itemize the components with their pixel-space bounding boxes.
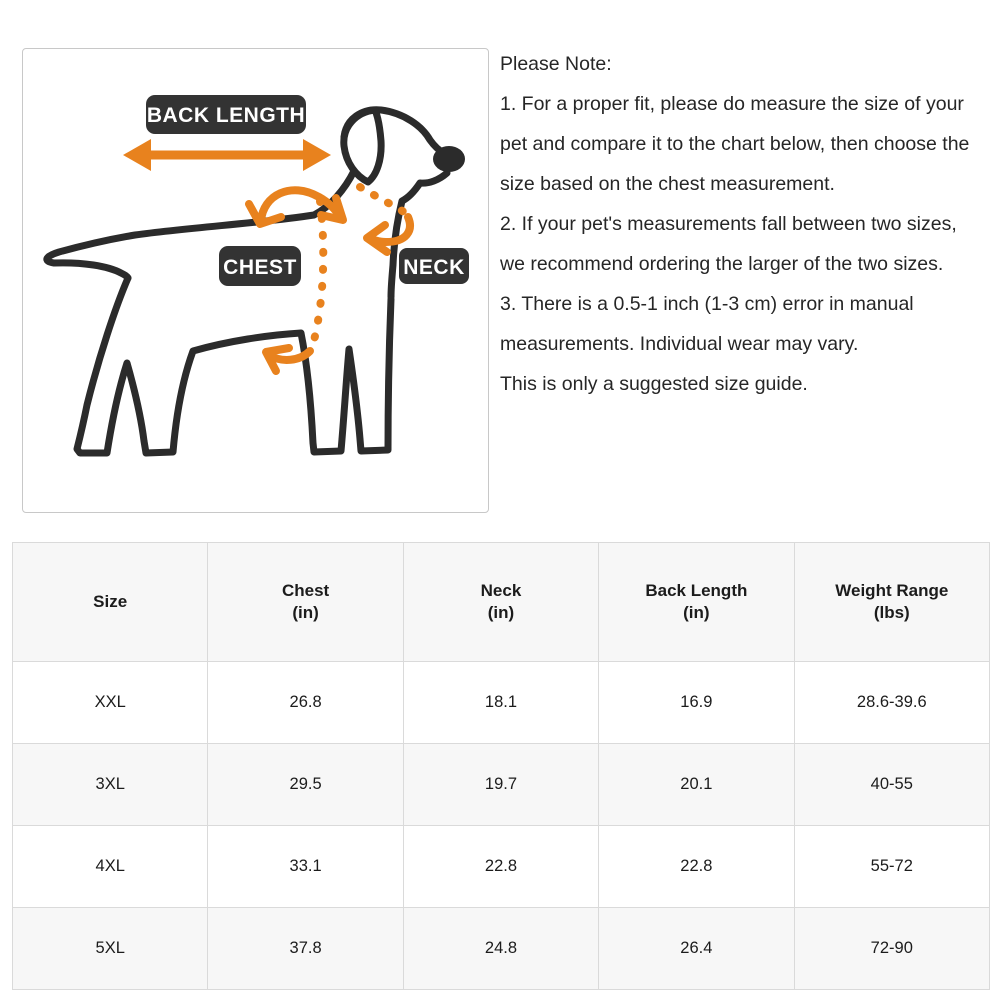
col-header-size bbox=[13, 543, 208, 662]
note-title: Please Note: bbox=[500, 53, 612, 75]
dog-measurement-illustration bbox=[23, 49, 488, 512]
cell-back-length: 22.8 bbox=[599, 826, 794, 908]
table-row-xxl bbox=[13, 662, 990, 744]
size-chart-table bbox=[12, 542, 990, 990]
measurement-diagram-panel bbox=[22, 48, 489, 513]
note-line-1: 1. For a proper fit, please do measure the size of your bbox=[500, 93, 964, 115]
cell-chest: 33.1 bbox=[208, 826, 403, 908]
cell-chest: 37.8 bbox=[208, 908, 403, 990]
cell-size: XXL bbox=[13, 662, 208, 744]
note-line-5: we recommend ordering the larger of the two sizes. bbox=[500, 253, 944, 275]
cell-weight-range: 28.6-39.6 bbox=[794, 662, 989, 744]
col-header-weight-range-label: Weight Range bbox=[835, 581, 949, 600]
note-line-8: This is only a suggested size guide. bbox=[500, 373, 808, 395]
cell-neck: 19.7 bbox=[403, 744, 598, 826]
cell-size: 4XL bbox=[13, 826, 208, 908]
col-header-chest-unit: (in) bbox=[292, 603, 319, 622]
note-line-4: 2. If your pet's measurements fall between two sizes, bbox=[500, 213, 957, 235]
cell-neck: 18.1 bbox=[403, 662, 598, 744]
col-header-neck-unit: (in) bbox=[487, 603, 515, 622]
size-chart-body bbox=[13, 662, 990, 990]
note-line-6: 3. There is a 0.5-1 inch (1-3 cm) error in manual bbox=[500, 293, 914, 315]
col-header-back-length bbox=[599, 543, 794, 662]
neck-label-text: NECK bbox=[403, 256, 465, 279]
cell-weight-range: 55-72 bbox=[794, 826, 989, 908]
cell-back-length: 20.1 bbox=[599, 744, 794, 826]
cell-size: 3XL bbox=[13, 744, 208, 826]
table-row-3xl bbox=[13, 744, 990, 826]
col-header-neck bbox=[403, 543, 598, 662]
header-row bbox=[13, 543, 990, 662]
back-length-label-text: BACK LENGTH bbox=[146, 104, 306, 127]
chest-label bbox=[219, 246, 301, 286]
note-line-7: measurements. Individual wear may vary. bbox=[500, 333, 859, 355]
cell-back-length: 16.9 bbox=[599, 662, 794, 744]
col-header-weight-range-unit: (lbs) bbox=[873, 603, 910, 622]
neck-label bbox=[399, 248, 469, 284]
note-line-3: size based on the chest measurement. bbox=[500, 173, 835, 195]
cell-size: 5XL bbox=[13, 908, 208, 990]
back-length-label bbox=[146, 95, 306, 134]
cell-chest: 29.5 bbox=[208, 744, 403, 826]
table-row-4xl bbox=[13, 826, 990, 908]
please-note-block bbox=[500, 44, 998, 404]
col-header-chest-label: Chest bbox=[281, 581, 330, 600]
chest-label-text: CHEST bbox=[223, 256, 297, 279]
col-header-size-label: Size bbox=[93, 592, 128, 611]
cell-chest: 26.8 bbox=[208, 662, 403, 744]
table-row-5xl bbox=[13, 908, 990, 990]
col-header-weight-range bbox=[794, 543, 989, 662]
cell-neck: 24.8 bbox=[403, 908, 598, 990]
col-header-chest bbox=[208, 543, 403, 662]
col-header-neck-label: Neck bbox=[480, 581, 522, 600]
cell-weight-range: 40-55 bbox=[794, 744, 989, 826]
dog-nose bbox=[433, 146, 465, 172]
col-header-back-length-label: Back Length bbox=[645, 581, 748, 600]
cell-back-length: 26.4 bbox=[599, 908, 794, 990]
col-header-back-length-unit: (in) bbox=[683, 603, 710, 622]
back-length-arrow bbox=[123, 139, 331, 171]
note-line-2: pet and compare it to the chart below, then choose the bbox=[500, 133, 970, 155]
cell-weight-range: 72-90 bbox=[794, 908, 989, 990]
size-chart-header bbox=[13, 543, 990, 662]
cell-neck: 22.8 bbox=[403, 826, 598, 908]
